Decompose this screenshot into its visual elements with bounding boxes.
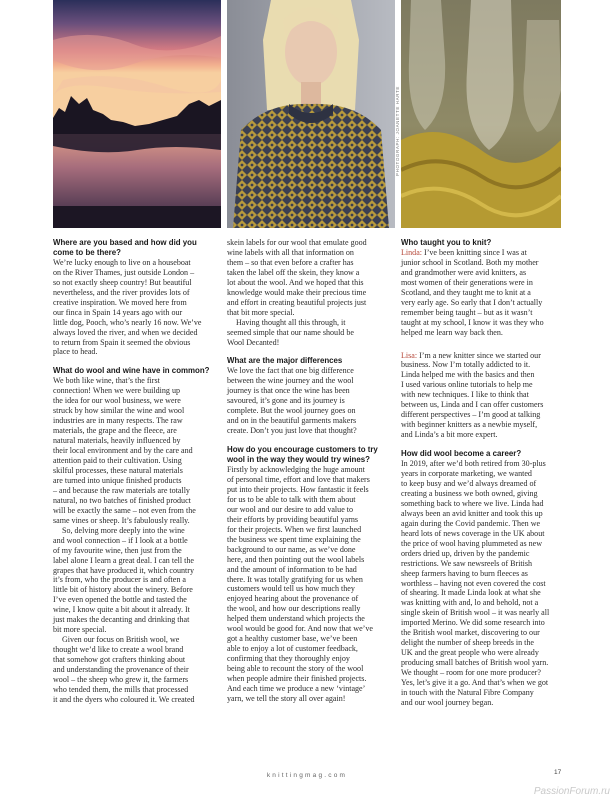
answer-paragraph: Given our focus on British wool, we thought we’d like to create a wool brand that somehow got crafters thinking about and understanding the provenance of their wool – the sheep who grew it, the farmers who tended them, the mills that processed it and the dyers who coloured it. We created — [53, 635, 195, 704]
answer-paragraph: In 2019, after we’d both retired from 30-plus years in corporate marketing, we wanted to keep busy and we’d always dreamed of creating a business we both owned, giving something back to where we live. Linda had always been an avid knitter and took this up again during the Covid pandemic. Then we heard lots of news coverage in the UK about the price of wool having plummeted as new orders dried up, driven by the pandemic restrictions. We saw newsreels of British sheep farmers having to burn fleeces as worthless – having not even covered the cost of shearing. It made Linda look at what she was knitting with and, lo and behold, not a single skein of British wool – it was nearly all imported Merino. We did some research into the British wool market, discovering to our delight the number of sheep breeds in the UK and the great people who were already producing small batches of British wool yarn. We thought – room for one more producer? Yes, let’s give it a go. And that’s when we got in touch with the Natural Fibre Company and our wool journey began. — [401, 459, 550, 707]
article-column-3 — [401, 238, 571, 708]
question-heading: Where are you based and how did you come to be there? — [53, 238, 197, 257]
watermark: PassionForum.ru — [533, 786, 610, 797]
speaker-label-linda: Linda: — [401, 247, 423, 257]
answer-paragraph: skein labels for our wool that emulate good wine labels with all that information on them – so that even before a crafter has taken the label off the skein, they know a lot about the wool. And we hoped that this knowledge would make their precious time and effort in creating beautiful projects just that bit more special. — [227, 238, 367, 317]
answer-paragraph: Having thought all this through, it seemed simple that our name should be Wool Decanted! — [227, 317, 354, 347]
answer-paragraph: So, delving more deeply into the wine and wool connection – if I look at a bottle of my favourite wine, then just from the label alone I learn a great deal. I can tell the grapes that have produced it, which country it’s from, who the producer is and often a little bit of history about the winery. Before I’ve even opened the bottle and tasted the wine, I know quite a bit about it already. It just makes the decanting and drinking that bit more special. — [53, 525, 194, 635]
answer-paragraph: We both like wine, that’s the first connection! When we were building up the idea for our wool business, we were struck by how similar the wine and wool industries are in many respects. The raw materials, the grape and the fleece, are natural materials, heavily influenced by their local environment and by the care and attention paid to their cultivation. Using skilful processes, these natural materials are turned into unique finished products – and because the raw materials are totally natural, no two batches of finished product will be exactly the same – not even from the same vines or sheep. It’s fabulously really. — [53, 376, 196, 525]
page-number: 17 — [554, 769, 562, 776]
answer-paragraph: We love the fact that one big difference between the wine journey and the wool journey is that once the wine has been savoured, it’s gone and its journey is complete. But the wool journey goes on and on in the beautiful garments makers create. Don’t you just love that thought? — [227, 366, 357, 436]
article-column-2 — [227, 238, 395, 704]
article-column-1 — [53, 238, 218, 705]
question-heading: How do you encourage customers to try wool in the way they would try wines? — [227, 445, 378, 465]
question-heading: What are the major differences — [227, 356, 343, 366]
question-heading: How did wool become a career? — [401, 449, 522, 459]
answer-paragraph: Firstly by acknowledging the huge amount of personal time, effort and love that makers put into their projects. How fantastic it feels for us to be able to talk with them about our wool and our desire to add value to their efforts by providing beautiful yarns for their projects. When we first launched the business we spent time explaining the background to our name, as we’ve done here, and then pointing out the wool labels and the amount of information to be had there. It was totally gratifying for us when customers would tell us how much they enjoyed hearing about the provenance of the wool, and how our descriptions really helped them understand which projects the wool would be good for. And now that we’ve got a healthy customer base, we’ve been able to enjoy a lot of customer feedback, confirming that they thoroughly enjoy being able to recount the story of the wool when people admire their finished projects. And each time we produce a new ‘vintage’ yarn, we tell the story all over again! — [227, 465, 373, 703]
answer-paragraph-linda: Linda: I’ve been knitting since I was at junior school in Scotland. Both my mother and grandmother were avid knitters, as most women of their generations were in Scotland, and they taught me to knit at a very early age. So early that I don’t actually remember being taught – but as it wasn’t taught at my school, I know it was they who helped me learn way back then. — [401, 247, 544, 337]
answer-paragraph-lisa: Lisa: I’m a new knitter since we started our business. Now I’m totally addicted to it. Linda helped me with the basics and then I used various online tutorials to help me with new techniques. I like to think that between us, Linda and I can offer customers different perspectives – I’m good at talking with beginner knitters as a newbie myself, and Linda’s a bit more expert. — [401, 350, 544, 440]
speaker-label-lisa: Lisa: — [401, 350, 418, 360]
answer-paragraph: We’re lucky enough to live on a houseboat on the River Thames, just outside London – so not exactly sheep country! But beautiful nevertheless, and the river provides lots of creative inspiration. We moved here from our finca in Spain 14 years ago with our little dog, Pooch, who’s nearly 16 now. We’ve always loved the river, and when we decided to return from Spain it seemed the obvious place to head. — [53, 257, 202, 357]
footer-website: knittingmag.com — [266, 772, 348, 779]
river-sunset-photo — [53, 0, 221, 228]
model-in-colourwork-sweater-photo — [227, 0, 395, 228]
photo-credit: PHOTOGRAPH: JOANETTE HARTE — [395, 86, 400, 176]
question-heading: Who taught you to knit? — [401, 238, 492, 247]
wine-glasses-and-yarn-photo — [401, 0, 561, 228]
question-heading: What do wool and wine have in common? — [53, 366, 210, 376]
